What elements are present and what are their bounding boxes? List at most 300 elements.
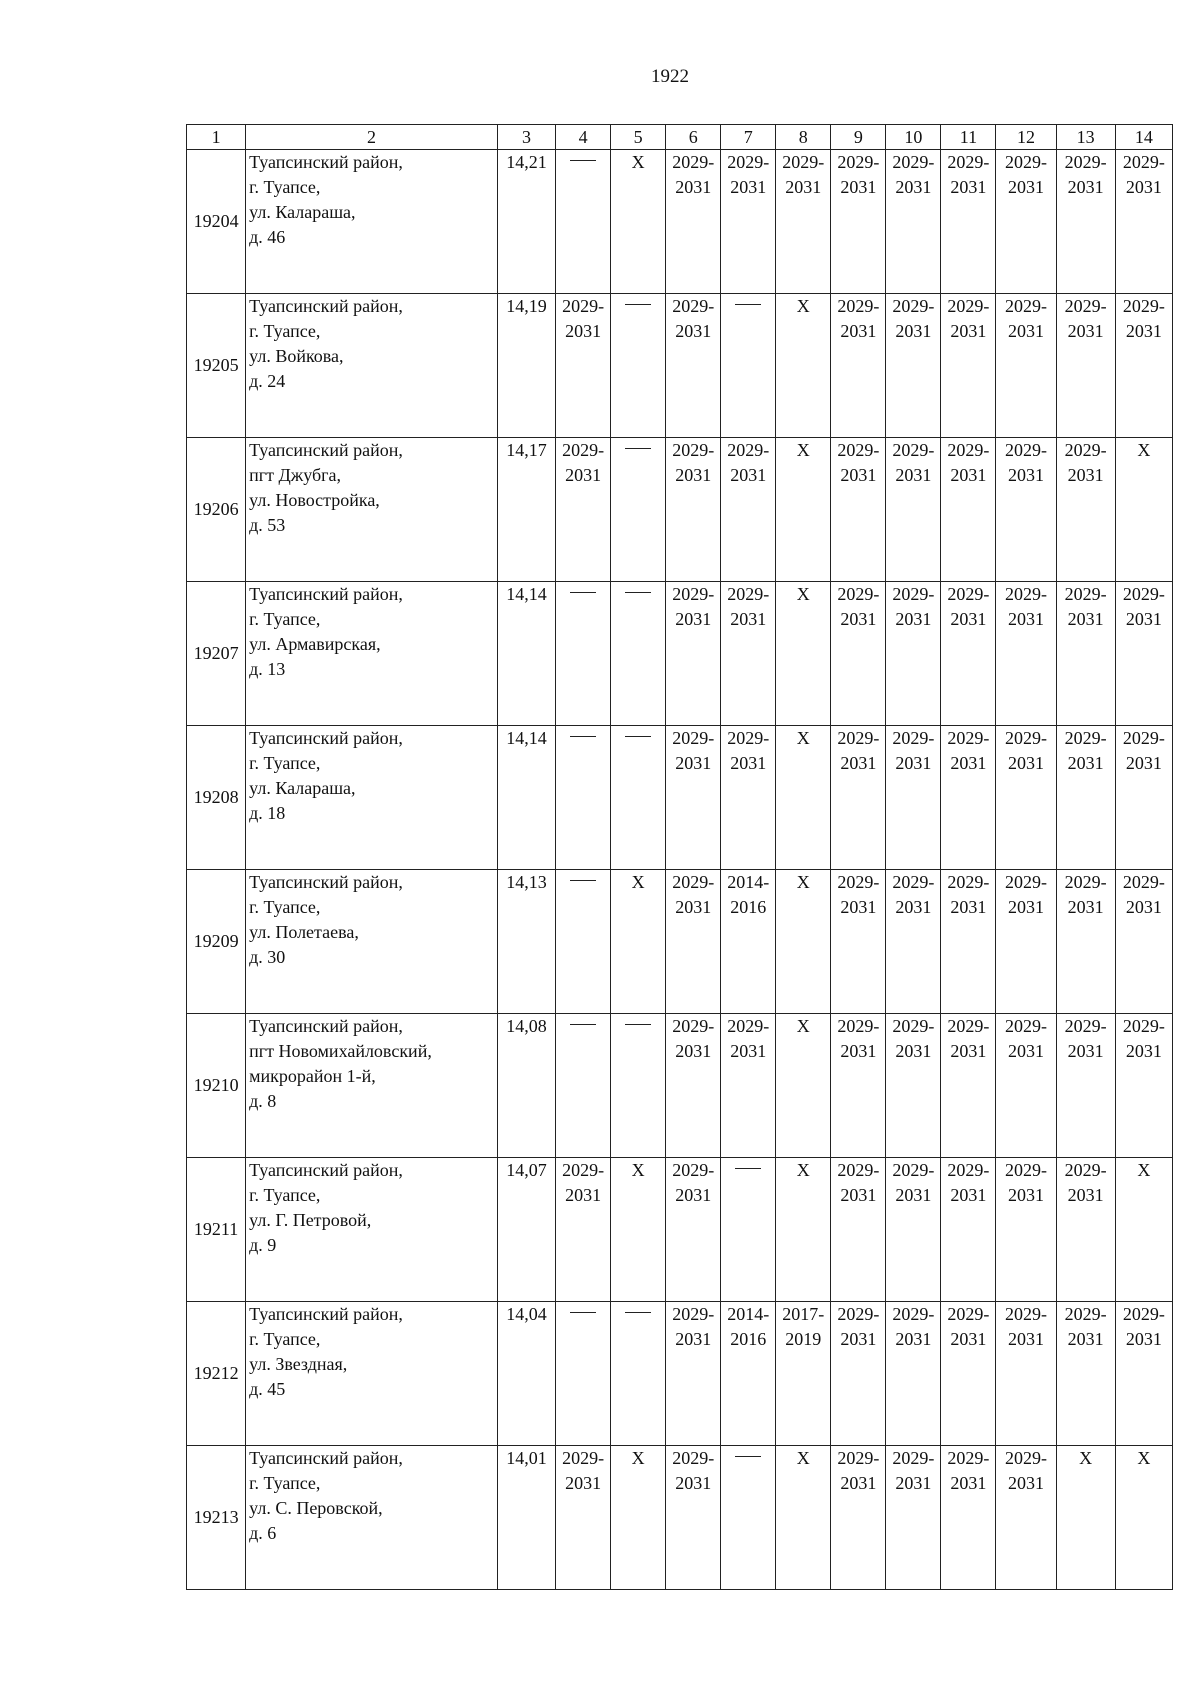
cell-text-line: 2031 — [675, 753, 712, 773]
period-cell — [611, 438, 666, 582]
cell-text-line: 2029- — [672, 872, 715, 892]
period-cell — [611, 870, 666, 1014]
dash-mark — [625, 592, 651, 593]
cell-text-line: 2031 — [895, 465, 932, 485]
cell-text-line: 2029- — [837, 440, 880, 460]
address-line: д. 13 — [249, 659, 286, 679]
cell-text-line: 2031 — [1008, 1473, 1045, 1493]
cell-text-line: 2031 — [675, 1185, 712, 1205]
cell-text-line: 2031 — [950, 1329, 987, 1349]
value-cell: 14,14 — [497, 582, 555, 726]
cell-text-line: 2031 — [1008, 1329, 1045, 1349]
cell-text-line: 2029- — [1005, 872, 1048, 892]
period-cell — [996, 150, 1056, 294]
cell-text-line: X — [796, 1160, 810, 1180]
address-line: Туапсинский район, — [249, 1448, 403, 1468]
value-cell: 14,07 — [497, 1158, 555, 1302]
period-cell — [556, 150, 611, 294]
cell-text-line: 2031 — [565, 1473, 602, 1493]
cell-text-line: 2029- — [837, 296, 880, 316]
cell-text-line: 2031 — [1067, 1041, 1104, 1061]
cell-text-line: 2031 — [1125, 321, 1162, 341]
cell-text-line: 2029- — [892, 152, 935, 172]
address-cell — [246, 1302, 498, 1446]
cell-text-line: 2029- — [837, 1448, 880, 1468]
address-line: ул. Калараша, — [249, 202, 356, 222]
cell-text-line: 2031 — [950, 177, 987, 197]
period-cell — [776, 870, 831, 1014]
period-cell — [776, 1014, 831, 1158]
period-cell — [996, 1302, 1056, 1446]
value-cell: 14,19 — [497, 294, 555, 438]
cell-text-line: 2029- — [1064, 584, 1107, 604]
period-cell — [831, 438, 886, 582]
address-line: Туапсинский район, — [249, 152, 403, 172]
value-cell: 14,17 — [497, 438, 555, 582]
address-line: ул. Новостройка, — [249, 490, 380, 510]
cell-text-line: 2029- — [947, 1016, 990, 1036]
table-row — [187, 1302, 1173, 1446]
period-cell — [666, 438, 721, 582]
cell-text-line: 2031 — [1125, 177, 1162, 197]
period-cell — [886, 870, 941, 1014]
cell-text-line: X — [1137, 440, 1151, 460]
cell-text-line: 2031 — [1008, 897, 1045, 917]
cell-text-line: 2029- — [1005, 1448, 1048, 1468]
address-line: д. 18 — [249, 803, 286, 823]
cell-text-line: 2031 — [1008, 1041, 1045, 1061]
period-cell — [996, 438, 1056, 582]
period-cell — [1056, 150, 1115, 294]
dash-mark — [735, 1168, 761, 1169]
period-cell — [611, 1158, 666, 1302]
period-cell — [941, 1446, 996, 1590]
cell-text-line: 2031 — [730, 465, 767, 485]
period-cell — [611, 582, 666, 726]
cell-text-line: 2031 — [1008, 1185, 1045, 1205]
row-id: 19209 — [187, 870, 246, 1014]
registry-table — [186, 124, 1173, 1590]
cell-text-line: 2031 — [565, 321, 602, 341]
value-cell: 14,04 — [497, 1302, 555, 1446]
column-header: 5 — [611, 125, 666, 150]
row-id: 19205 — [187, 294, 246, 438]
cell-text-line: 2031 — [840, 753, 877, 773]
cell-text-line: 2029- — [947, 584, 990, 604]
dash-mark — [625, 736, 651, 737]
period-cell — [941, 1014, 996, 1158]
address-cell — [246, 582, 498, 726]
cell-text-line: 2031 — [675, 1329, 712, 1349]
column-header: 4 — [556, 125, 611, 150]
value-cell: 14,13 — [497, 870, 555, 1014]
period-cell — [1115, 1158, 1172, 1302]
column-header: 13 — [1056, 125, 1115, 150]
cell-text-line: 2029- — [892, 1304, 935, 1324]
table-header-row — [187, 125, 1173, 150]
row-id: 19207 — [187, 582, 246, 726]
period-cell — [611, 1302, 666, 1446]
address-line: пгт Новомихайловский, — [249, 1041, 432, 1061]
cell-text-line: 2031 — [950, 753, 987, 773]
period-cell — [666, 870, 721, 1014]
address-line: ул. Г. Петровой, — [249, 1210, 372, 1230]
dash-mark — [735, 304, 761, 305]
cell-text-line: 2029- — [892, 1160, 935, 1180]
cell-text-line: 2029- — [562, 1160, 605, 1180]
cell-text-line: 2031 — [730, 1041, 767, 1061]
cell-text-line: 2029- — [1005, 584, 1048, 604]
cell-text-line: 2031 — [1067, 321, 1104, 341]
cell-text-line: 2029- — [892, 728, 935, 748]
period-cell — [611, 150, 666, 294]
cell-text-line: 2031 — [840, 1329, 877, 1349]
cell-text-line: 2031 — [840, 321, 877, 341]
cell-text-line: 2029- — [1064, 296, 1107, 316]
period-cell — [721, 294, 776, 438]
cell-text-line: 2031 — [895, 753, 932, 773]
cell-text-line: 2029- — [562, 1448, 605, 1468]
period-cell — [831, 1302, 886, 1446]
cell-text-line: 2031 — [1067, 177, 1104, 197]
period-cell — [721, 1014, 776, 1158]
column-header: 8 — [776, 125, 831, 150]
address-line: Туапсинский район, — [249, 440, 403, 460]
cell-text-line: X — [796, 1016, 810, 1036]
period-cell — [831, 726, 886, 870]
address-line: пгт Джубга, — [249, 465, 342, 485]
cell-text-line: 2031 — [840, 177, 877, 197]
period-cell — [1056, 870, 1115, 1014]
column-header: 12 — [996, 125, 1056, 150]
address-line: г. Туапсе, — [249, 1185, 321, 1205]
column-header: 11 — [941, 125, 996, 150]
period-cell — [666, 582, 721, 726]
cell-text-line: X — [631, 1160, 645, 1180]
period-cell — [831, 1158, 886, 1302]
period-cell — [776, 150, 831, 294]
period-cell — [1056, 438, 1115, 582]
cell-text-line: 2031 — [895, 1185, 932, 1205]
address-line: г. Туапсе, — [249, 321, 321, 341]
cell-text-line: 2029- — [1064, 1016, 1107, 1036]
column-header: 2 — [246, 125, 498, 150]
period-cell — [996, 1446, 1056, 1590]
cell-text-line: X — [796, 728, 810, 748]
period-cell — [1056, 726, 1115, 870]
cell-text-line: 2029- — [727, 584, 770, 604]
period-cell — [666, 150, 721, 294]
cell-text-line: X — [1079, 1448, 1093, 1468]
cell-text-line: 2031 — [1125, 753, 1162, 773]
period-cell — [996, 1014, 1056, 1158]
cell-text-line: 2029- — [1005, 440, 1048, 460]
cell-text-line: 2029- — [727, 152, 770, 172]
cell-text-line: X — [796, 296, 810, 316]
address-cell — [246, 150, 498, 294]
cell-text-line: 2029- — [672, 440, 715, 460]
address-line: г. Туапсе, — [249, 897, 321, 917]
address-cell — [246, 1446, 498, 1590]
cell-text-line: 2031 — [950, 1185, 987, 1205]
table-row — [187, 1014, 1173, 1158]
address-line: Туапсинский район, — [249, 584, 403, 604]
cell-text-line: 2031 — [730, 609, 767, 629]
period-cell — [666, 1302, 721, 1446]
period-cell — [556, 1014, 611, 1158]
cell-text-line: 2029- — [947, 1160, 990, 1180]
period-cell — [886, 1446, 941, 1590]
cell-text-line: 2029- — [947, 1304, 990, 1324]
period-cell — [666, 1446, 721, 1590]
cell-text-line: X — [796, 440, 810, 460]
period-cell — [996, 726, 1056, 870]
table-row — [187, 294, 1173, 438]
cell-text-line: 2029- — [672, 728, 715, 748]
cell-text-line: 2029- — [837, 584, 880, 604]
address-line: ул. Армавирская, — [249, 634, 381, 654]
period-cell — [611, 1014, 666, 1158]
period-cell — [831, 1014, 886, 1158]
period-cell — [1115, 1446, 1172, 1590]
address-line: ул. С. Перовской, — [249, 1498, 383, 1518]
cell-text-line: 2031 — [1125, 1329, 1162, 1349]
cell-text-line: 2029- — [1122, 152, 1165, 172]
cell-text-line: 2031 — [950, 465, 987, 485]
cell-text-line: 2031 — [895, 1329, 932, 1349]
period-cell — [831, 870, 886, 1014]
period-cell — [831, 294, 886, 438]
cell-text-line: 2031 — [840, 609, 877, 629]
cell-text-line: 2031 — [675, 609, 712, 629]
period-cell — [666, 294, 721, 438]
column-header: 9 — [831, 125, 886, 150]
cell-text-line: 2031 — [895, 321, 932, 341]
row-id: 19212 — [187, 1302, 246, 1446]
period-cell — [556, 582, 611, 726]
cell-text-line: 2031 — [675, 177, 712, 197]
cell-text-line: 2014- — [727, 1304, 770, 1324]
cell-text-line: 2016 — [730, 897, 767, 917]
address-line: г. Туапсе, — [249, 609, 321, 629]
cell-text-line: 2029- — [672, 296, 715, 316]
cell-text-line: 2029- — [1122, 296, 1165, 316]
period-cell — [556, 1302, 611, 1446]
period-cell — [556, 294, 611, 438]
address-line: г. Туапсе, — [249, 753, 321, 773]
period-cell — [556, 726, 611, 870]
address-line: микрорайон 1-й, — [249, 1066, 376, 1086]
period-cell — [1115, 870, 1172, 1014]
period-cell — [721, 1446, 776, 1590]
cell-text-line: 2029- — [1064, 440, 1107, 460]
cell-text-line: 2031 — [950, 1041, 987, 1061]
period-cell — [776, 726, 831, 870]
address-line: г. Туапсе, — [249, 1473, 321, 1493]
cell-text-line: 2029- — [1005, 728, 1048, 748]
table-row — [187, 870, 1173, 1014]
cell-text-line: 2031 — [1067, 1329, 1104, 1349]
row-id: 19211 — [187, 1158, 246, 1302]
period-cell — [996, 582, 1056, 726]
cell-text-line: 2029- — [947, 152, 990, 172]
period-cell — [776, 1158, 831, 1302]
period-cell — [611, 726, 666, 870]
period-cell — [831, 1446, 886, 1590]
cell-text-line: 2029- — [1005, 1160, 1048, 1180]
period-cell — [886, 1014, 941, 1158]
row-id: 19208 — [187, 726, 246, 870]
address-line: д. 8 — [249, 1091, 277, 1111]
value-cell: 14,21 — [497, 150, 555, 294]
column-header: 10 — [886, 125, 941, 150]
table-row — [187, 582, 1173, 726]
address-line: д. 46 — [249, 227, 286, 247]
column-header: 1 — [187, 125, 246, 150]
table-row — [187, 438, 1173, 582]
address-line: г. Туапсе, — [249, 177, 321, 197]
row-id: 19206 — [187, 438, 246, 582]
period-cell — [721, 726, 776, 870]
cell-text-line: 2031 — [950, 1473, 987, 1493]
cell-text-line: 2029- — [837, 1160, 880, 1180]
dash-mark — [570, 160, 596, 161]
dash-mark — [625, 1024, 651, 1025]
cell-text-line: 2031 — [895, 1041, 932, 1061]
dash-mark — [625, 448, 651, 449]
cell-text-line: 2031 — [950, 321, 987, 341]
period-cell — [996, 1158, 1056, 1302]
period-cell — [721, 1302, 776, 1446]
period-cell — [1115, 150, 1172, 294]
address-line: Туапсинский район, — [249, 728, 403, 748]
cell-text-line: 2029- — [892, 584, 935, 604]
cell-text-line: 2031 — [1067, 753, 1104, 773]
cell-text-line: 2029- — [672, 152, 715, 172]
cell-text-line: 2029- — [837, 728, 880, 748]
value-cell: 14,14 — [497, 726, 555, 870]
period-cell — [1115, 582, 1172, 726]
row-id: 19210 — [187, 1014, 246, 1158]
cell-text-line: 2029- — [672, 584, 715, 604]
cell-text-line: 2031 — [840, 1473, 877, 1493]
cell-text-line: 2031 — [840, 1185, 877, 1205]
period-cell — [831, 582, 886, 726]
period-cell — [721, 1158, 776, 1302]
table-row — [187, 1158, 1173, 1302]
cell-text-line: 2029- — [562, 440, 605, 460]
cell-text-line: 2029- — [727, 1016, 770, 1036]
period-cell — [886, 582, 941, 726]
cell-text-line: 2029- — [672, 1448, 715, 1468]
period-cell — [1056, 1158, 1115, 1302]
address-cell — [246, 438, 498, 582]
cell-text-line: 2031 — [785, 177, 822, 197]
cell-text-line: 2029- — [837, 1304, 880, 1324]
cell-text-line: 2014- — [727, 872, 770, 892]
cell-text-line: X — [796, 872, 810, 892]
address-line: ул. Войкова, — [249, 346, 344, 366]
cell-text-line: 2031 — [1125, 1041, 1162, 1061]
period-cell — [886, 1158, 941, 1302]
cell-text-line: 2029- — [1005, 296, 1048, 316]
table-row — [187, 1446, 1173, 1590]
period-cell — [1056, 582, 1115, 726]
period-cell — [556, 1158, 611, 1302]
cell-text-line: 2029- — [1122, 1016, 1165, 1036]
dash-mark — [735, 1456, 761, 1457]
period-cell — [721, 438, 776, 582]
cell-text-line: 2019 — [785, 1329, 822, 1349]
address-cell — [246, 1014, 498, 1158]
address-line: Туапсинский район, — [249, 1160, 403, 1180]
address-line: Туапсинский район, — [249, 1304, 403, 1324]
address-line: д. 9 — [249, 1235, 277, 1255]
period-cell — [1115, 1014, 1172, 1158]
period-cell — [886, 1302, 941, 1446]
period-cell — [721, 582, 776, 726]
period-cell — [776, 582, 831, 726]
cell-text-line: 2029- — [892, 440, 935, 460]
cell-text-line: 2031 — [895, 897, 932, 917]
cell-text-line: 2029- — [1122, 728, 1165, 748]
cell-text-line: 2031 — [1008, 465, 1045, 485]
address-line: Туапсинский район, — [249, 872, 403, 892]
period-cell — [941, 1302, 996, 1446]
cell-text-line: 2029- — [837, 1016, 880, 1036]
cell-text-line: X — [1137, 1160, 1151, 1180]
period-cell — [556, 438, 611, 582]
cell-text-line: X — [631, 872, 645, 892]
period-cell — [886, 150, 941, 294]
period-cell — [721, 870, 776, 1014]
address-line: д. 53 — [249, 515, 286, 535]
cell-text-line: 2029- — [837, 152, 880, 172]
cell-text-line: 2031 — [675, 321, 712, 341]
address-line: ул. Звездная, — [249, 1354, 348, 1374]
cell-text-line: 2029- — [947, 872, 990, 892]
cell-text-line: 2029- — [672, 1304, 715, 1324]
address-cell — [246, 294, 498, 438]
table-row — [187, 726, 1173, 870]
cell-text-line: 2029- — [947, 728, 990, 748]
cell-text-line: 2029- — [892, 296, 935, 316]
dash-mark — [570, 880, 596, 881]
cell-text-line: 2031 — [1067, 609, 1104, 629]
cell-text-line: 2031 — [565, 1185, 602, 1205]
cell-text-line: 2031 — [675, 1041, 712, 1061]
period-cell — [776, 438, 831, 582]
cell-text-line: 2031 — [1008, 177, 1045, 197]
column-header: 7 — [721, 125, 776, 150]
period-cell — [666, 726, 721, 870]
row-id: 19213 — [187, 1446, 246, 1590]
value-cell: 14,08 — [497, 1014, 555, 1158]
column-header: 6 — [666, 125, 721, 150]
cell-text-line: 2029- — [672, 1160, 715, 1180]
period-cell — [1056, 1446, 1115, 1590]
period-cell — [721, 150, 776, 294]
address-line: Туапсинский район, — [249, 1016, 403, 1036]
cell-text-line: 2016 — [730, 1329, 767, 1349]
column-header: 3 — [497, 125, 555, 150]
dash-mark — [570, 592, 596, 593]
cell-text-line: 2031 — [1067, 465, 1104, 485]
period-cell — [941, 870, 996, 1014]
cell-text-line: 2029- — [1064, 728, 1107, 748]
cell-text-line: 2029- — [1064, 872, 1107, 892]
period-cell — [1115, 294, 1172, 438]
